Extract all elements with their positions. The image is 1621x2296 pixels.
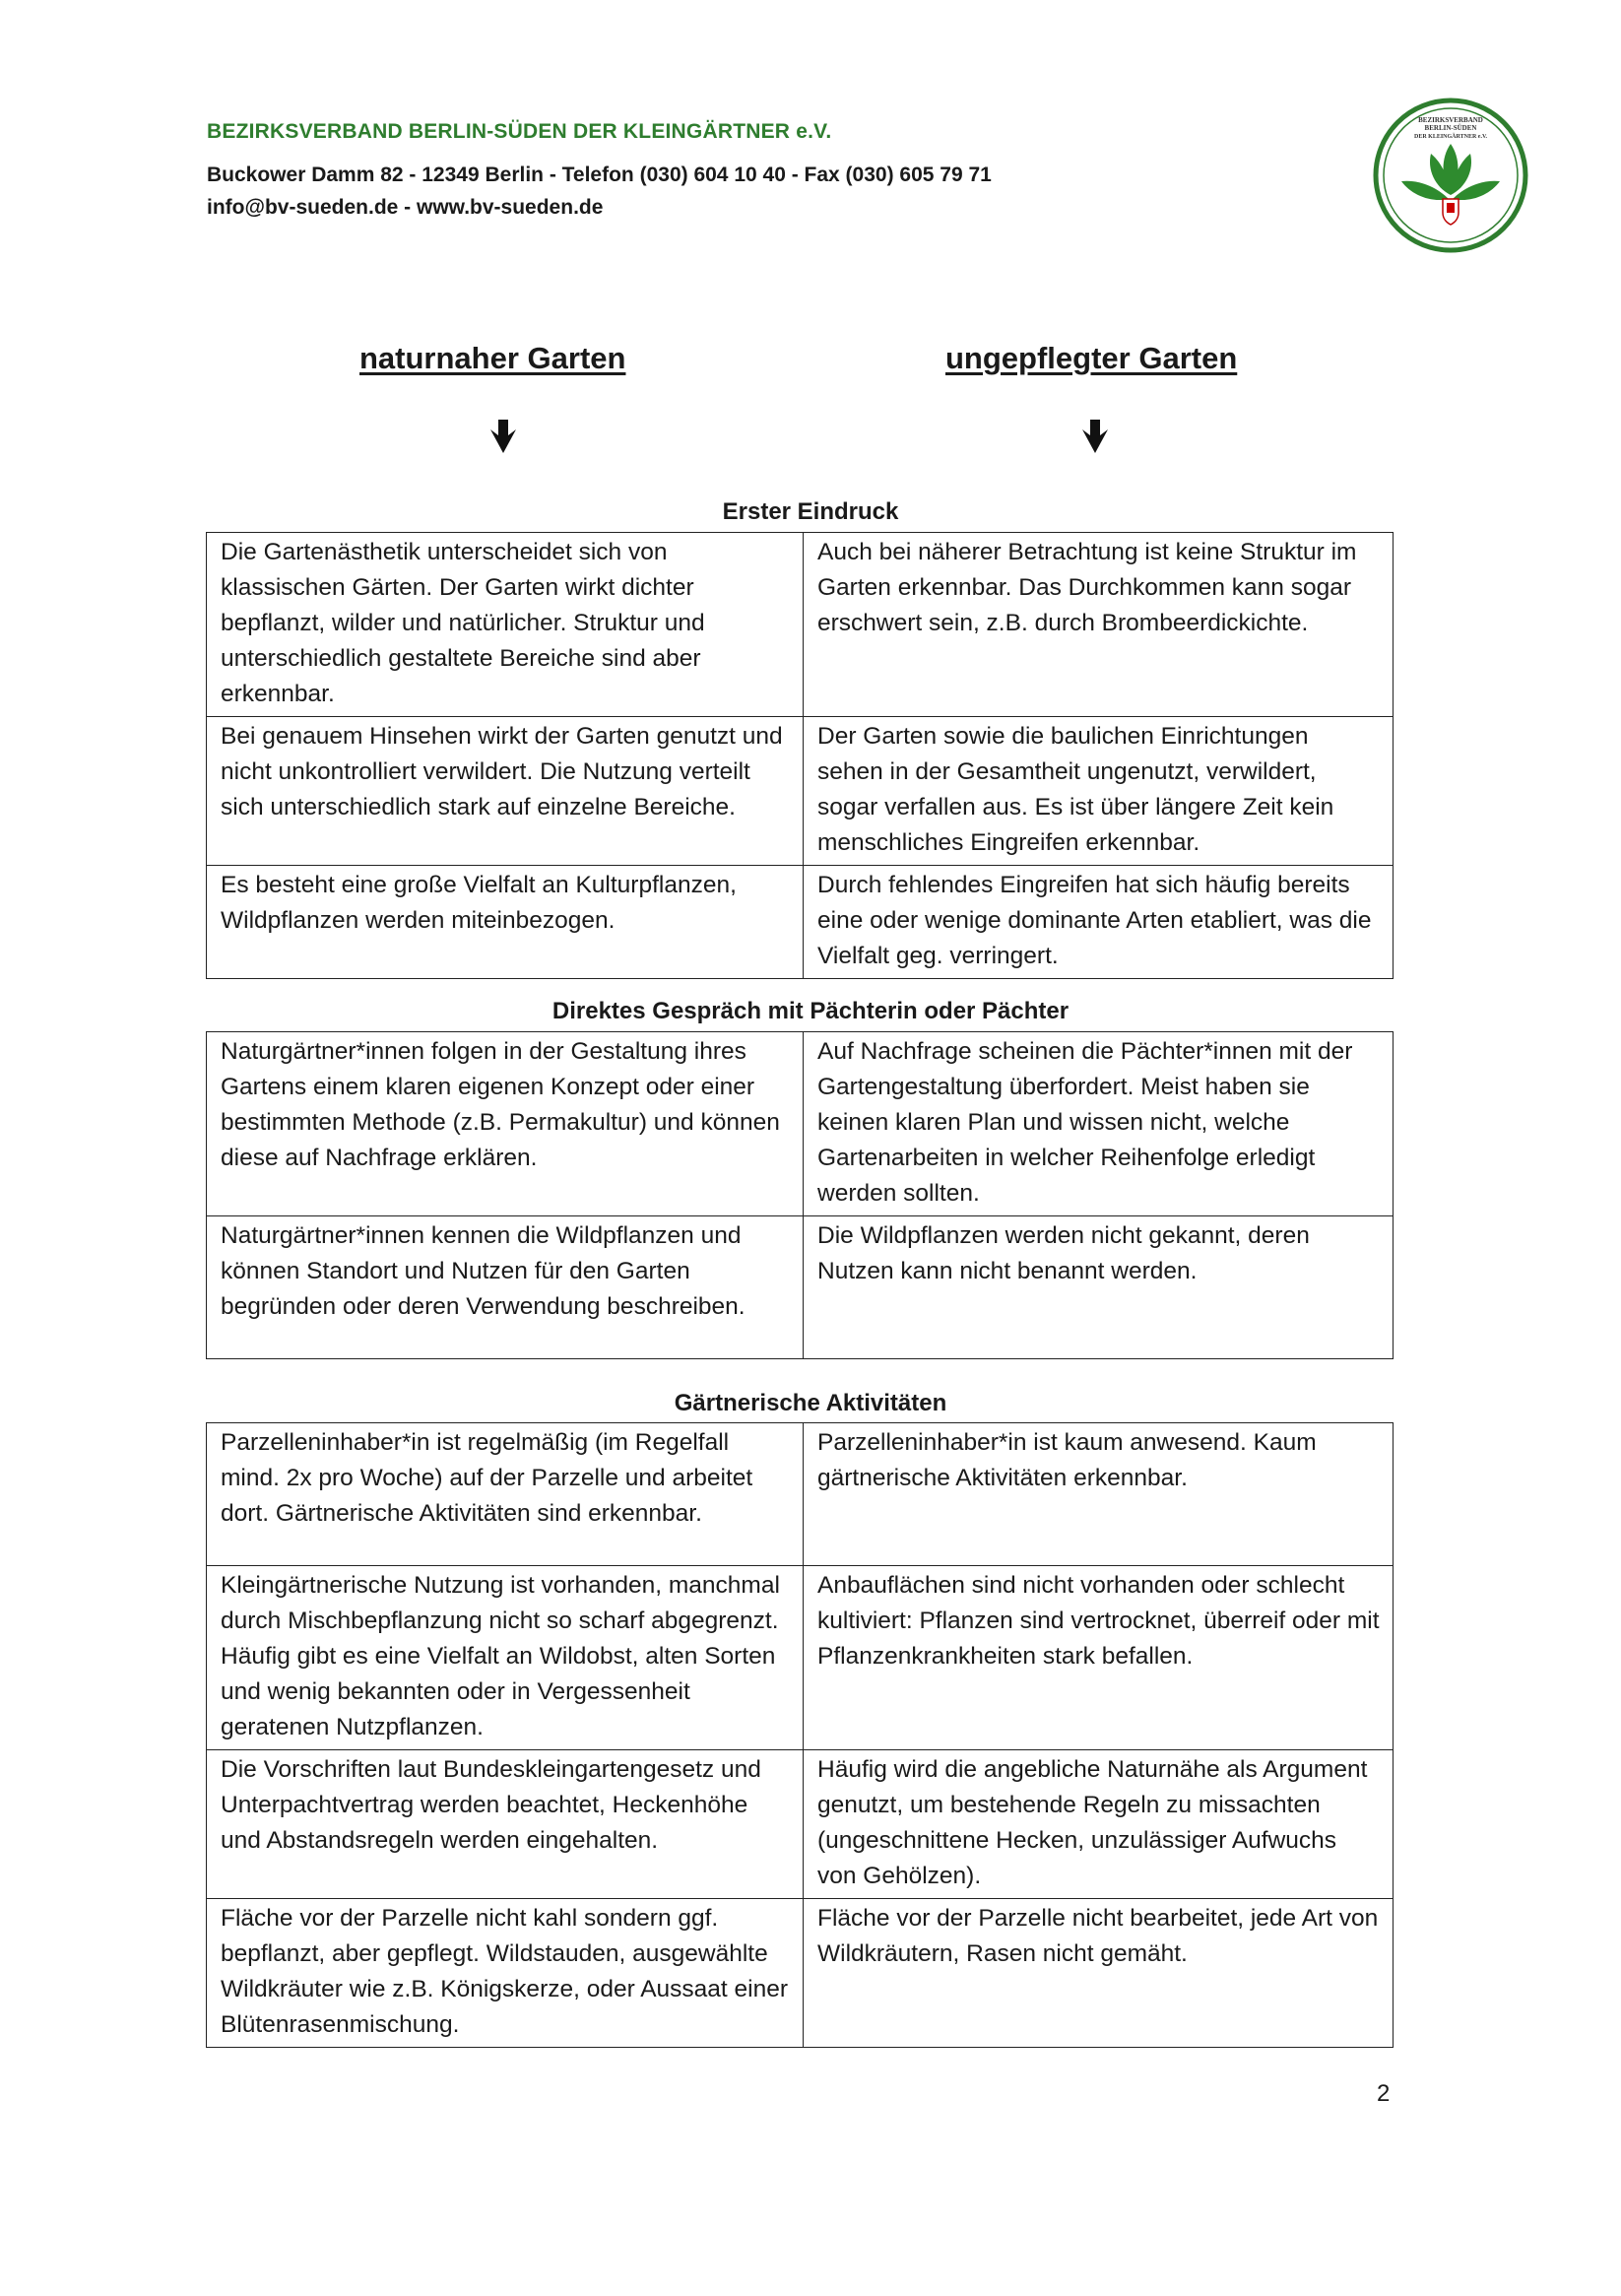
table-cell-natural: Die Gartenästhetik unterscheidet sich von klassischen Gärten. Der Garten wirkt dichter bepflanzt, wilder und natürlicher. Struktur und unterschiedlich gestaltete Bereiche sind aber erkennbar. <box>207 533 804 717</box>
table-cell-natural: Es besteht eine große Vielfalt an Kulturpflanzen, Wildpflanzen werden miteinbezogen. <box>207 866 804 979</box>
table-cell-neglected: Anbauflächen sind nicht vorhanden oder schlecht kultiviert: Pflanzen sind vertrocknet, überreif oder mit Pflanzenkrankheiten stark befallen. <box>804 1566 1394 1750</box>
table-cell-neglected: Auf Nachfrage scheinen die Pächter*innen mit der Gartengestaltung überfordert. Meist haben sie keinen klaren Plan und wissen nicht, welche Gartenarbeiten in welcher Reihenfolge erledigt werden sollten. <box>804 1032 1394 1216</box>
comparison-table <box>206 532 1394 979</box>
section-title: Erster Eindruck <box>722 498 899 525</box>
svg-text:BEZIRKSVERBAND: BEZIRKSVERBAND <box>1418 116 1483 124</box>
table-row <box>207 717 1394 866</box>
table-cell-neglected: Die Wildpflanzen werden nicht gekannt, deren Nutzen kann nicht benannt werden. <box>804 1216 1394 1359</box>
column-header-natural: naturnaher Garten <box>359 341 626 375</box>
table-cell-natural: Naturgärtner*innen kennen die Wildpflanzen und können Standort und Nutzen für den Garten begründen oder deren Verwendung beschreiben. <box>207 1216 804 1359</box>
table-row <box>207 1750 1394 1899</box>
table-cell-neglected: Auch bei näherer Betrachtung ist keine Struktur im Garten erkennbar. Das Durchkommen kann sogar erschwert sein, z.B. durch Brombeerdickichte. <box>804 533 1394 717</box>
table-cell-neglected: Häufig wird die angebliche Naturnähe als Argument genutzt, um bestehende Regeln zu missachten (ungeschnittene Hecken, unzulässiger Aufwuchs von Gehölzen). <box>804 1750 1394 1899</box>
svg-text:BERLIN-SÜDEN: BERLIN-SÜDEN <box>1424 124 1477 132</box>
table-cell-natural: Bei genauem Hinsehen wirkt der Garten genutzt und nicht unkontrolliert verwildert. Die Nutzung verteilt sich unterschiedlich stark auf einzelne Bereiche. <box>207 717 804 866</box>
table-row <box>207 866 1394 979</box>
comparison-table <box>206 1422 1394 2048</box>
table-row <box>207 1566 1394 1750</box>
table-cell-natural: Fläche vor der Parzelle nicht kahl sondern ggf. bepflanzt, aber gepflegt. Wildstauden, ausgewählte Wildkräuter wie z.B. Königskerze, oder Aussaat einer Blütenrasenmischung. <box>207 1899 804 2048</box>
table-row <box>207 1423 1394 1566</box>
table-row <box>207 1216 1394 1359</box>
letterhead <box>207 120 992 220</box>
contact-line: info@bv-sueden.de - www.bv-sueden.de <box>207 196 604 219</box>
table-cell-natural: Naturgärtner*innen folgen in der Gestaltung ihres Gartens einem klaren eigenen Konzept oder einer bestimmten Methode (z.B. Permakultur) und können diese auf Nachfrage erklären. <box>207 1032 804 1216</box>
table-cell-natural: Die Vorschriften laut Bundeskleingartengesetz und Unterpachtvertrag werden beachtet, Heckenhöhe und Abstandsregeln werden eingehalten. <box>207 1750 804 1899</box>
table-row <box>207 1899 1394 2048</box>
svg-text:DER KLEINGÄRTNER e.V.: DER KLEINGÄRTNER e.V. <box>1413 134 1488 140</box>
organization-name: BEZIRKSVERBAND BERLIN-SÜDEN DER KLEINGÄRTNER e.V. <box>207 120 832 143</box>
table-cell-neglected: Der Garten sowie die baulichen Einrichtungen sehen in der Gesamtheit ungenutzt, verwildert, sogar verfallen aus. Es ist über längere Zeit kein menschliches Eingreifen erkennbar. <box>804 717 1394 866</box>
organization-logo <box>1372 97 1529 254</box>
table-cell-neglected: Parzelleninhaber*in ist kaum anwesend. Kaum gärtnerische Aktivitäten erkennbar. <box>804 1423 1394 1566</box>
column-header-neglected: ungepflegter Garten <box>945 341 1238 375</box>
arrow-down-icon <box>1079 418 1111 455</box>
table-cell-natural: Kleingärtnerische Nutzung ist vorhanden, manchmal durch Mischbepflanzung nicht so scharf abgegrenzt. Häufig gibt es eine Vielfalt an Wildobst, alten Sorten und wenig bekannten oder in Vergessenheit geratenen Nutzpflanzen. <box>207 1566 804 1750</box>
page-number: 2 <box>1377 2080 1391 2107</box>
table-row <box>207 1032 1394 1216</box>
section-title: Gärtnerische Aktivitäten <box>674 1390 947 1416</box>
arrow-down-icon <box>487 418 519 455</box>
comparison-table <box>206 1031 1394 1359</box>
table-cell-natural: Parzelleninhaber*in ist regelmäßig (im Regelfall mind. 2x pro Woche) auf der Parzelle und arbeitet dort. Gärtnerische Aktivitäten sind erkennbar. <box>207 1423 804 1566</box>
table-row <box>207 533 1394 717</box>
table-cell-neglected: Fläche vor der Parzelle nicht bearbeitet, jede Art von Wildkräutern, Rasen nicht gemäht. <box>804 1899 1394 2048</box>
section-title: Direktes Gespräch mit Pächterin oder Pächter <box>551 998 1070 1024</box>
table-cell-neglected: Durch fehlendes Eingreifen hat sich häufig bereits eine oder wenige dominante Arten etabliert, was die Vielfalt geg. verringert. <box>804 866 1394 979</box>
address-line: Buckower Damm 82 - 12349 Berlin - Telefon (030) 604 10 40 - Fax (030) 605 79 71 <box>207 164 992 186</box>
